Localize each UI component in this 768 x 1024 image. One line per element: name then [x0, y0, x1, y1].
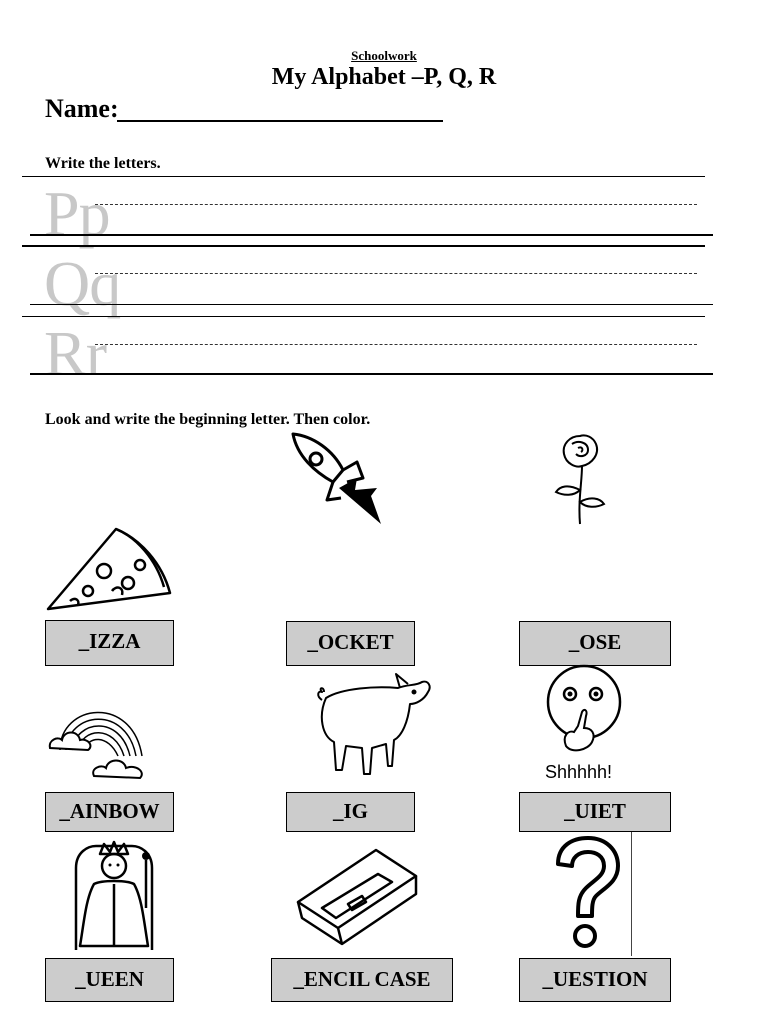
row-q-base-line	[30, 304, 713, 305]
tracing-letters-q: Qq	[44, 248, 121, 319]
shh-text: Shhhhh!	[545, 762, 613, 782]
row-r-top-line	[22, 316, 705, 317]
word-box-pencil-case[interactable]: _ENCIL CASE	[271, 958, 453, 1002]
word-box-queen[interactable]: _UEEN	[45, 958, 174, 1002]
word-box-question[interactable]: _UESTION	[519, 958, 671, 1002]
tracing-letters-p: Pp	[44, 178, 110, 249]
row-p-base-line	[30, 234, 713, 236]
row-r-dashed-line[interactable]	[95, 344, 697, 345]
row-q-top-line	[22, 245, 705, 247]
rainbow-icon	[46, 684, 156, 782]
name-label: Name:	[45, 94, 119, 123]
look-write-instruction: Look and write the beginning letter. Then color.	[45, 411, 371, 428]
word-box-pizza[interactable]: _IZZA	[45, 620, 174, 666]
tracing-letters-r: Rr	[44, 318, 106, 389]
question-mark-icon	[548, 834, 628, 952]
pig-icon	[312, 670, 436, 782]
row-p-top-line	[22, 176, 705, 177]
schoolwork-label: Schoolwork	[351, 48, 417, 63]
word-box-rocket[interactable]: _OCKET	[286, 621, 415, 666]
row-q-dashed-line[interactable]	[95, 273, 697, 274]
rose-icon	[548, 430, 612, 526]
name-blank-line[interactable]	[117, 120, 443, 122]
word-box-rose[interactable]: _OSE	[519, 621, 671, 666]
rocket-icon	[285, 430, 385, 528]
word-box-rainbow[interactable]: _AINBOW	[45, 792, 174, 832]
row-r-base-line	[30, 373, 713, 375]
page-title: My Alphabet –P, Q, R	[271, 64, 497, 90]
row-p-dashed-line[interactable]	[95, 204, 697, 205]
word-box-pig[interactable]: _IG	[286, 792, 415, 832]
write-letters-instruction: Write the letters.	[45, 155, 161, 172]
pizza-slice-icon	[44, 525, 174, 613]
word-box-quiet[interactable]: _UIET	[519, 792, 671, 832]
pencil-case-icon	[292, 846, 422, 950]
queen-icon	[66, 838, 162, 954]
quiet-face-icon	[544, 664, 626, 760]
vertical-divider	[631, 832, 632, 956]
